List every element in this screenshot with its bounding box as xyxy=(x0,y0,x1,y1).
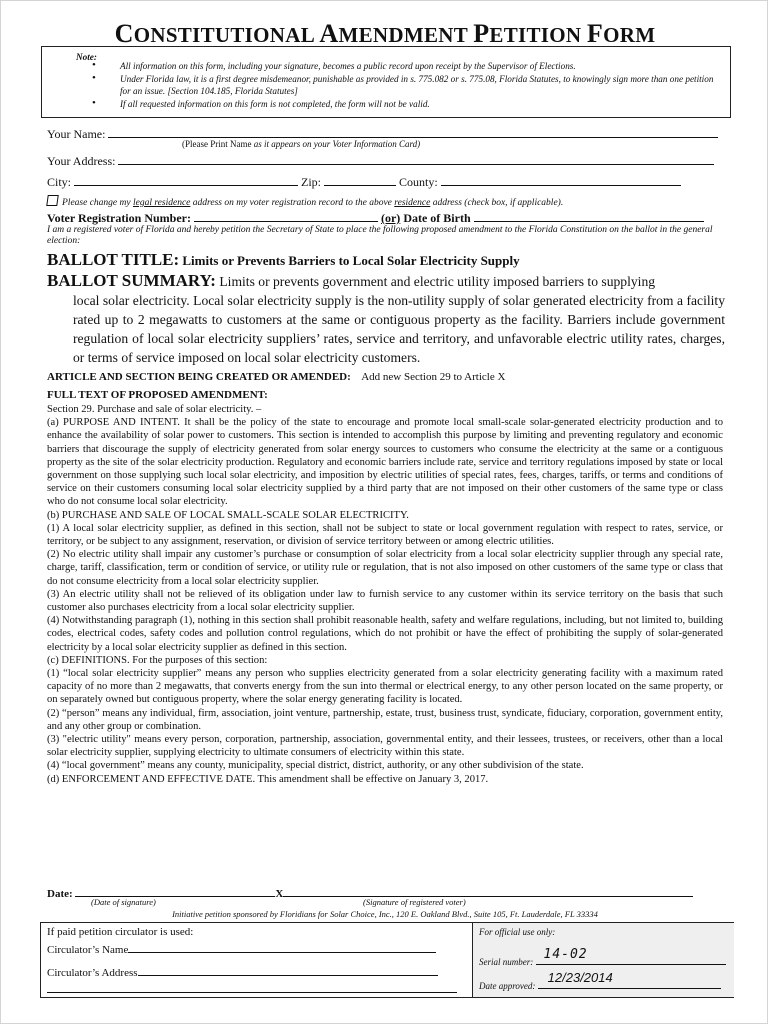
amendment-paragraph: (1) A local solar electricity supplier, as defined in this section, shall not be subject to state or local government regulation with respect to rates, service, or territory, or be subject to any assignment, reservation, or division of service territory between or among electric utilities. xyxy=(47,522,723,548)
date-approved-label: Date approved: xyxy=(479,981,536,991)
ballot-summary-rest: local solar electricity. Local solar electricity supply is the non-utility supply of solar generated electricity from a facility rated up to 2 megawatts to customers at the same or contiguous property as the facility. Barriers include government regulation of local solar electricity suppliers’ rates, service and territory, and unfavorable electric utility rates, charges, or terms of service imposed on local solar electricity customers. xyxy=(73,293,725,365)
or-label: (or) xyxy=(380,211,401,225)
title-part: P xyxy=(473,19,490,48)
signature-field[interactable] xyxy=(283,884,693,897)
title-part: ONSTITUTIONAL xyxy=(133,23,320,47)
name-hint-a: (Please Print Name xyxy=(182,139,254,149)
amendment-paragraph: (3) An electric utility shall not be relieved of its obligation under law to furnish service to any customer within its service territory on the basis that such customer also purchases electricity from a local solar electricity supplier. xyxy=(47,588,723,614)
dob-field[interactable] xyxy=(474,209,704,222)
serial-number-field xyxy=(536,947,726,965)
title-part: ETITION xyxy=(489,23,587,47)
ballot-summary-label: BALLOT SUMMARY: xyxy=(47,271,216,290)
city-label: City: xyxy=(47,175,72,189)
city-field[interactable] xyxy=(74,173,298,186)
title-part: C xyxy=(114,19,134,48)
title-part: MENDMENT xyxy=(338,23,474,47)
ballot-title-label: BALLOT TITLE: xyxy=(47,250,180,269)
voter-declaration: I am a registered voter of Florida and hereby petition the Secretary of State to place the following proposed amendment to the Florida Constitution on the ballot in the general election: xyxy=(47,225,713,246)
title-part: A xyxy=(319,19,339,48)
address-field[interactable] xyxy=(118,152,714,165)
change-text: Please change my xyxy=(62,198,133,208)
residence-change-row xyxy=(47,195,563,208)
official-use-section xyxy=(472,923,734,997)
amendment-paragraph: (a) PURPOSE AND INTENT. It shall be the policy of the state to encourage and promote local small-scale solar-generated electricity production and to enhance the availability of solar power to customers. This section is intended to accomplish this purpose by limiting and preventing regulatory and economic barriers that discourage the supply of electricity generated from solar energy sources to customers who consume the electricity at the same or a contiguous property as the site of the solar electricity production. Regulatory and economic barriers include rate, service and territory regulations imposed by state or local government on those supplying such local solar electricity, and imposition by electric utilities of special rates, fees, charges, tariffs, or terms and conditions of service on their customers consuming local solar electricity supplied by a third party that are not imposed on their other customers of the same type or class who do not consume local solar electricity. xyxy=(47,417,723,508)
amendment-paragraph: (4) “local government” means any county, municipality, special district, district, authority, or any other subdivision of the state. xyxy=(47,760,584,772)
date-approved-value: 12/23/2014 xyxy=(547,970,613,985)
article-value: Add new Section 29 to Article X xyxy=(361,371,506,383)
zip-field[interactable] xyxy=(324,173,396,186)
circulator-section xyxy=(41,923,469,997)
dob-label: Date of Birth xyxy=(403,211,471,225)
circulator-address-row xyxy=(47,963,438,979)
amendment-paragraph: (d) ENFORCEMENT AND EFFECTIVE DATE. This amendment shall be effective on January 3, 2017. xyxy=(47,773,489,785)
amendment-paragraph: (4) Notwithstanding paragraph (1), nothing in this section shall prohibit reasonable health, safety and welfare regulations, including, but not limited to, building codes, electrical codes, safety codes and pollution control regulations, which do not prohibit or have the effect of prohibiting the supply of solar-generated electricity by a local solar electricity supplier as defined in this section. xyxy=(47,615,723,653)
article-section xyxy=(47,371,505,383)
date-label: Date: xyxy=(47,888,73,900)
note-item: • If all requested information on this form is not completed, the form will not be valid. xyxy=(92,98,722,110)
circulator-name-field[interactable] xyxy=(128,940,436,953)
address-row xyxy=(47,152,714,169)
amendment-paragraph: (2) “person” means any individual, firm, association, joint venture, partnership, estate, trust, business trust, syndicate, fiduciary, corporation, government entity, and any other group or combination. xyxy=(47,707,723,732)
circulator-address-label: Circulator’s Address xyxy=(47,967,138,979)
registration-row xyxy=(47,209,704,226)
note-list xyxy=(92,60,722,111)
note-label: Note: xyxy=(76,52,97,62)
change-text: address on my voter registration record to the above xyxy=(190,198,395,208)
name-hint-b: as it appears on your Voter Information Card) xyxy=(253,139,421,149)
note-item: • All information on this form, including your signature, becomes a public record upon receipt by the Supervisor of Elections. xyxy=(92,60,722,72)
amendment-paragraph: (c) DEFINITIONS. For the purposes of this section: xyxy=(47,654,268,666)
residence-change-checkbox[interactable] xyxy=(46,195,59,206)
city-row xyxy=(47,173,681,190)
amendment-paragraph: (3) "electric utility" means every person, corporation, partnership, association, governmental entity, and their lessees, trustees, or receivers, other than a local solar electricity supplier, supplying electricity to ultimate consumers of electricity within this state. xyxy=(47,734,723,759)
full-text-heading: FULL TEXT OF PROPOSED AMENDMENT: xyxy=(47,389,268,401)
ballot-summary-first-line xyxy=(47,271,725,291)
serial-number-label: Serial number: xyxy=(479,957,534,967)
official-use-label: For official use only: xyxy=(479,927,556,937)
change-text: residence xyxy=(394,198,431,208)
article-label: ARTICLE AND SECTION BEING CREATED OR AMENDED: xyxy=(47,371,351,383)
date-approved-row xyxy=(479,970,721,991)
county-label: County: xyxy=(399,175,438,189)
county-field[interactable] xyxy=(441,173,681,186)
note-item: • Under Florida law, it is a first degree misdemeanor, punishable as provided in s. 775.082 or s. 775.08, Florida Statutes, to knowingly sign more than one petition for an issue. [Section 104.185, Florida Statutes] xyxy=(92,73,722,97)
x-mark: X xyxy=(275,888,284,900)
change-text: legal residence xyxy=(132,198,191,208)
note-box xyxy=(41,46,731,118)
amendment-paragraph: Section 29. Purchase and sale of solar electricity. – xyxy=(47,404,262,415)
registration-label: Voter Registration Number: xyxy=(47,211,191,225)
amendment-paragraph: (2) No electric utility shall impair any customer’s purchase or consumption of solar electricity from a local solar electricity supplier through any special rate, charge, tariff, classification, term or condition of service, or utility rule or regulation, that is not also imposed on other customers of the same type or class that do not consume electricity from a local solar electricity supplier. xyxy=(47,549,723,587)
serial-number-value: 14-02 xyxy=(543,947,588,962)
address-label: Your Address: xyxy=(47,154,116,168)
ballot-summary xyxy=(47,271,725,367)
sponsor-line: Initiative petition sponsored by Floridians for Solar Choice, Inc., 120 E. Oakland Blvd., Suite 105, Ft. Lauderdale, FL 33334 xyxy=(172,909,598,919)
serial-number-row xyxy=(479,947,726,967)
circulator-address-line2 xyxy=(47,980,457,996)
date-hint: (Date of signature) xyxy=(91,897,156,907)
title-part: ORM xyxy=(603,23,656,47)
circulator-name-row xyxy=(47,940,436,956)
ballot-summary-first: Limits or prevents government and electric utility imposed barriers to supplying xyxy=(219,274,656,289)
name-label: Your Name: xyxy=(47,127,106,141)
change-text: address (check box, if applicable). xyxy=(430,198,564,208)
date-approved-field xyxy=(538,970,721,989)
signature-hint: (Signature of registered voter) xyxy=(363,897,466,907)
circulator-box xyxy=(40,922,734,998)
circulator-address-field-2[interactable] xyxy=(47,980,457,993)
amendment-paragraph: (1) “local solar electricity supplier” means any person who supplies electricity generated from a solar electricity generating facility with a maximum rated capacity of no more than 2 megawatts, that converts energy from the sun into thermal or electrical energy, to any other person located on the same property, or on separately owned but contiguous property, where the solar energy generating facility is located. xyxy=(47,668,723,706)
amendment-paragraph: (b) PURCHASE AND SALE OF LOCAL SMALL-SCALE SOLAR ELECTRICITY. xyxy=(47,509,409,521)
zip-label: Zip: xyxy=(301,175,322,189)
circulator-address-field[interactable] xyxy=(138,963,438,976)
name-field[interactable] xyxy=(108,125,718,138)
amendment-full-text xyxy=(47,403,723,786)
ballot-title-text: Limits or Prevents Barriers to Local Solar Electricity Supply xyxy=(182,253,520,268)
signature-date-field[interactable] xyxy=(75,884,275,897)
paid-circulator-label: If paid petition circulator is used: xyxy=(47,926,194,938)
circulator-name-label: Circulator’s Name xyxy=(47,944,129,956)
title-part: F xyxy=(586,19,604,48)
name-hint xyxy=(182,139,420,149)
registration-field[interactable] xyxy=(194,209,378,222)
form-title xyxy=(1,19,768,49)
ballot-title xyxy=(47,250,520,270)
